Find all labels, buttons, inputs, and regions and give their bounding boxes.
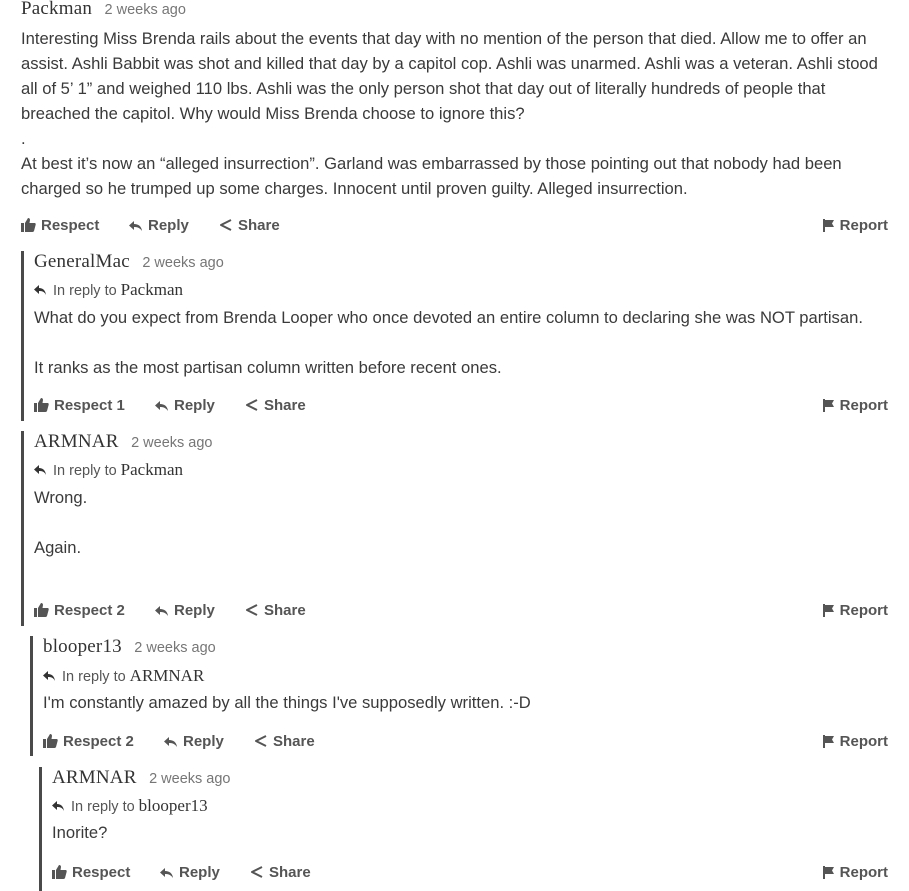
reply-button[interactable] <box>129 217 189 234</box>
comment-header <box>43 636 216 658</box>
report-button[interactable] <box>823 602 888 619</box>
in-reply-to <box>43 666 204 686</box>
reply-button[interactable] <box>164 733 224 750</box>
reply-label: Reply <box>179 864 220 881</box>
reply-arrow-icon <box>43 670 56 682</box>
share-button[interactable] <box>245 397 306 414</box>
reply-label: Reply <box>174 602 215 619</box>
share-icon <box>245 603 259 617</box>
reply-arrow-icon <box>34 284 47 296</box>
comment-body <box>34 485 888 560</box>
thread-rail <box>21 431 24 626</box>
reply-arrow-icon <box>129 220 143 232</box>
comment-timestamp: 2 weeks ago <box>149 771 231 787</box>
reply-button[interactable] <box>155 397 215 414</box>
respect-button[interactable] <box>52 864 130 881</box>
respect-button[interactable] <box>34 602 125 619</box>
flag-icon <box>823 735 835 748</box>
comment-author[interactable]: GeneralMac <box>34 251 130 272</box>
report-label: Report <box>839 733 888 750</box>
comment-author[interactable]: ARMNAR <box>52 767 137 788</box>
comment-armnar <box>21 431 888 626</box>
share-icon <box>254 734 268 748</box>
comment-header <box>34 251 224 273</box>
reply-arrow-icon <box>155 605 169 617</box>
comment-paragraph <box>34 330 888 355</box>
comment-paragraph: What do you expect from Brenda Looper who once devoted an entire column to declaring she was NOT partisan. <box>34 308 863 327</box>
report-button[interactable] <box>823 397 888 414</box>
share-button[interactable] <box>219 217 280 234</box>
share-button[interactable] <box>250 864 311 881</box>
reply-button[interactable] <box>155 602 215 619</box>
thumbs-up-icon <box>52 865 67 879</box>
report-label: Report <box>839 217 888 234</box>
in-reply-to-label: In reply to <box>53 283 117 299</box>
flag-icon <box>823 219 835 232</box>
comment-blooper13 <box>30 636 888 756</box>
reply-arrow-icon <box>164 736 178 748</box>
flag-icon <box>823 866 835 879</box>
comment-paragraph: . <box>21 129 26 148</box>
comment-armnar-reply <box>39 767 888 891</box>
comment-header <box>34 431 212 453</box>
report-label: Report <box>839 602 888 619</box>
thread-rail <box>21 251 24 421</box>
thumbs-up-icon <box>21 218 36 232</box>
in-reply-to-label: In reply to <box>62 669 126 685</box>
in-reply-to <box>34 460 183 480</box>
comment-body <box>52 820 888 845</box>
reply-label: Reply <box>174 397 215 414</box>
comment-paragraph: Again. <box>34 538 82 557</box>
comment-paragraph: I'm constantly amazed by all the things I've supposedly written. :-D <box>43 693 531 712</box>
comment-timestamp: 2 weeks ago <box>142 255 224 271</box>
comment-actions <box>21 217 888 239</box>
share-icon <box>219 218 233 232</box>
share-button[interactable] <box>245 602 306 619</box>
comment-packman <box>21 0 888 240</box>
in-reply-to-author[interactable]: Packman <box>120 280 183 299</box>
report-button[interactable] <box>823 217 888 234</box>
reply-label: Reply <box>148 217 189 234</box>
comment-timestamp: 2 weeks ago <box>131 435 213 451</box>
comment-paragraph: Wrong. <box>34 488 88 507</box>
comment-header <box>21 0 186 20</box>
reply-arrow-icon <box>34 464 47 476</box>
comment-author[interactable]: Packman <box>21 0 93 19</box>
thumbs-up-icon <box>34 398 49 412</box>
report-label: Report <box>839 397 888 414</box>
comment-paragraph: Inorite? <box>52 823 108 842</box>
comment-author[interactable]: blooper13 <box>43 636 122 657</box>
in-reply-to-author[interactable]: blooper13 <box>138 796 208 815</box>
share-label: Share <box>238 217 280 234</box>
comment-body <box>21 26 888 201</box>
reply-button[interactable] <box>160 864 220 881</box>
flag-icon <box>823 399 835 412</box>
respect-label: Respect <box>41 217 100 234</box>
thread-rail <box>39 767 42 891</box>
respect-button[interactable] <box>21 217 99 234</box>
comment-generalmac <box>21 251 888 421</box>
comment-paragraph <box>34 510 888 535</box>
share-icon <box>245 398 259 412</box>
share-icon <box>250 865 264 879</box>
in-reply-to-label: In reply to <box>53 463 117 479</box>
reply-arrow-icon <box>52 800 65 812</box>
reply-label: Reply <box>183 733 224 750</box>
in-reply-to <box>52 796 208 816</box>
thread-rail <box>30 636 33 756</box>
comment-author[interactable]: ARMNAR <box>34 431 119 452</box>
share-label: Share <box>264 397 306 414</box>
respect-button[interactable] <box>34 397 125 414</box>
comment-timestamp: 2 weeks ago <box>134 640 216 656</box>
respect-label: Respect 1 <box>54 397 125 414</box>
thumbs-up-icon <box>43 734 58 748</box>
comment-paragraph: At best it’s now an “alleged insurrection”. Garland was embarrassed by those pointing out that nobody had been charged so he trumped up some charges. Innocent until proven guilty. Alleged insurrection. <box>21 154 842 198</box>
in-reply-to <box>34 280 183 300</box>
comment-body <box>34 305 888 380</box>
in-reply-to-label: In reply to <box>71 799 135 815</box>
comment-timestamp: 2 weeks ago <box>104 2 186 18</box>
respect-label: Respect 2 <box>63 733 134 750</box>
comment-actions <box>34 602 888 624</box>
share-label: Share <box>273 733 315 750</box>
share-label: Share <box>264 602 306 619</box>
report-button[interactable] <box>823 864 888 881</box>
respect-label: Respect 2 <box>54 602 125 619</box>
thumbs-up-icon <box>34 603 49 617</box>
share-button[interactable] <box>254 733 315 750</box>
flag-icon <box>823 604 835 617</box>
comment-actions <box>43 733 888 755</box>
respect-label: Respect <box>72 864 131 881</box>
comment-actions <box>34 397 888 419</box>
in-reply-to-author[interactable]: ARMNAR <box>129 666 205 685</box>
comment-paragraph: Interesting Miss Brenda rails about the events that day with no mention of the person that died. Allow me to offer an assist. Ashli Babbit was shot and killed that day by a capitol cop. Ashli was unarmed. Ashli was a veteran. Ashli stood all of 5’ 1” and weighed 110 lbs. Ashli was the only person shot that day out of literally hundreds of people that breached the capitol. Why would Miss Brenda choose to ignore this? <box>21 29 878 123</box>
reply-arrow-icon <box>155 400 169 412</box>
comment-body <box>43 690 888 715</box>
comment-actions <box>52 864 888 886</box>
report-button[interactable] <box>823 733 888 750</box>
report-label: Report <box>839 864 888 881</box>
respect-button[interactable] <box>43 733 134 750</box>
comment-header <box>52 767 230 789</box>
in-reply-to-author[interactable]: Packman <box>120 460 183 479</box>
reply-arrow-icon <box>160 867 174 879</box>
share-label: Share <box>269 864 311 881</box>
comment-paragraph: It ranks as the most partisan column written before recent ones. <box>34 358 502 377</box>
